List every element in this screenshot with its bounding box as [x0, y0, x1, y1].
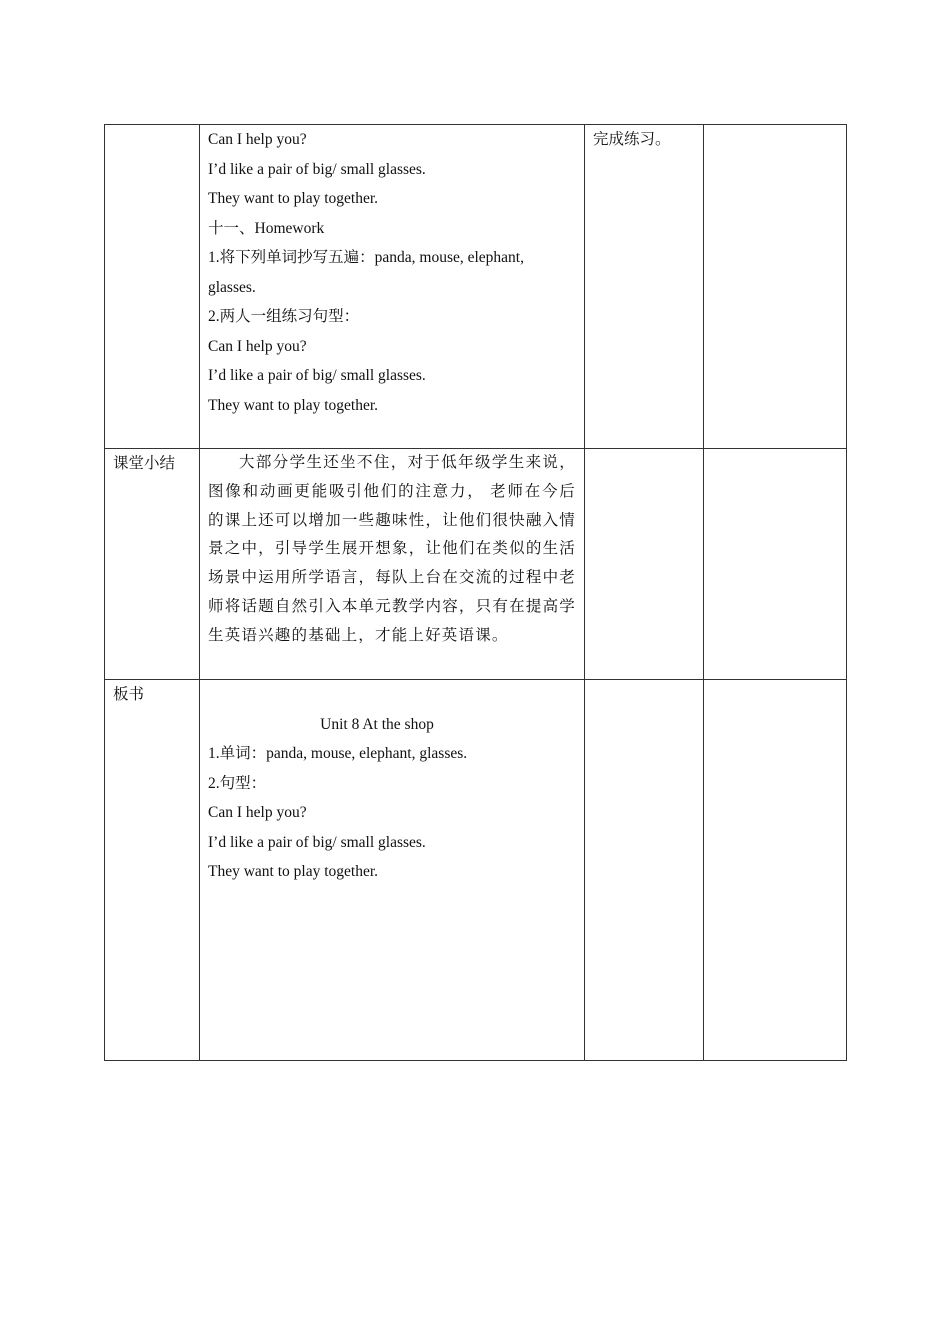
- board-row: [105, 680, 847, 1061]
- board-title: Unit 8 At the shop: [320, 715, 434, 733]
- content-line: Can I help you?: [208, 337, 307, 355]
- summary-label-cell: 课堂小结: [105, 449, 200, 680]
- summary-row: [105, 449, 847, 680]
- activities-row: [105, 125, 847, 449]
- student-activity-cell: 完成练习。: [585, 125, 704, 449]
- notes-cell: [704, 125, 847, 449]
- summary-content-cell: [200, 449, 585, 680]
- content-line: 1.将下列单词抄写五遍：panda, mouse, elephant,: [208, 249, 524, 266]
- board-line: 1.单词：panda, mouse, elephant, glasses.: [208, 745, 468, 762]
- empty-cell: [704, 680, 847, 1061]
- board-line: 2.句型：: [208, 774, 267, 792]
- content-line: I’d like a pair of big/ small glasses.: [208, 367, 426, 384]
- lesson-plan-table: [104, 124, 847, 1061]
- homework-heading: 十一、Homework: [208, 219, 325, 237]
- content-line: 2.两人一组练习句型：: [208, 308, 360, 325]
- board-line: I’d like a pair of big/ small glasses.: [208, 833, 426, 851]
- content-line: Can I help you?: [208, 131, 307, 148]
- activities-label-cell: [105, 125, 200, 449]
- content-line: They want to play together.: [208, 396, 379, 414]
- board-line: They want to play together.: [208, 863, 379, 880]
- content-line: I’d like a pair of big/ small glasses.: [208, 160, 426, 178]
- empty-cell: [585, 449, 704, 680]
- board-line: Can I help you?: [208, 804, 307, 821]
- empty-cell: [585, 680, 704, 1061]
- content-line: glasses.: [208, 278, 256, 296]
- activities-content-cell: [200, 125, 585, 449]
- board-content-cell: [200, 680, 585, 1061]
- empty-cell: [704, 449, 847, 680]
- board-label-cell: 板书: [105, 680, 200, 1061]
- content-line: They want to play together.: [208, 190, 379, 207]
- summary-paragraph: 大部分学生还坐不住，对于低年级学生来说，图像和动画更能吸引他们的注意力， 老师在今后的课上还可以增加一些趣味性，让他们很快融入情景之中，引导学生展开想象，让他们在类似的生活场景中运用所学语言，每队上台在交流的过程中老师将话题自然引入本单元教学内容，只有在提高学生英语兴趣的基础上，才能上好英语课。: [208, 454, 576, 644]
